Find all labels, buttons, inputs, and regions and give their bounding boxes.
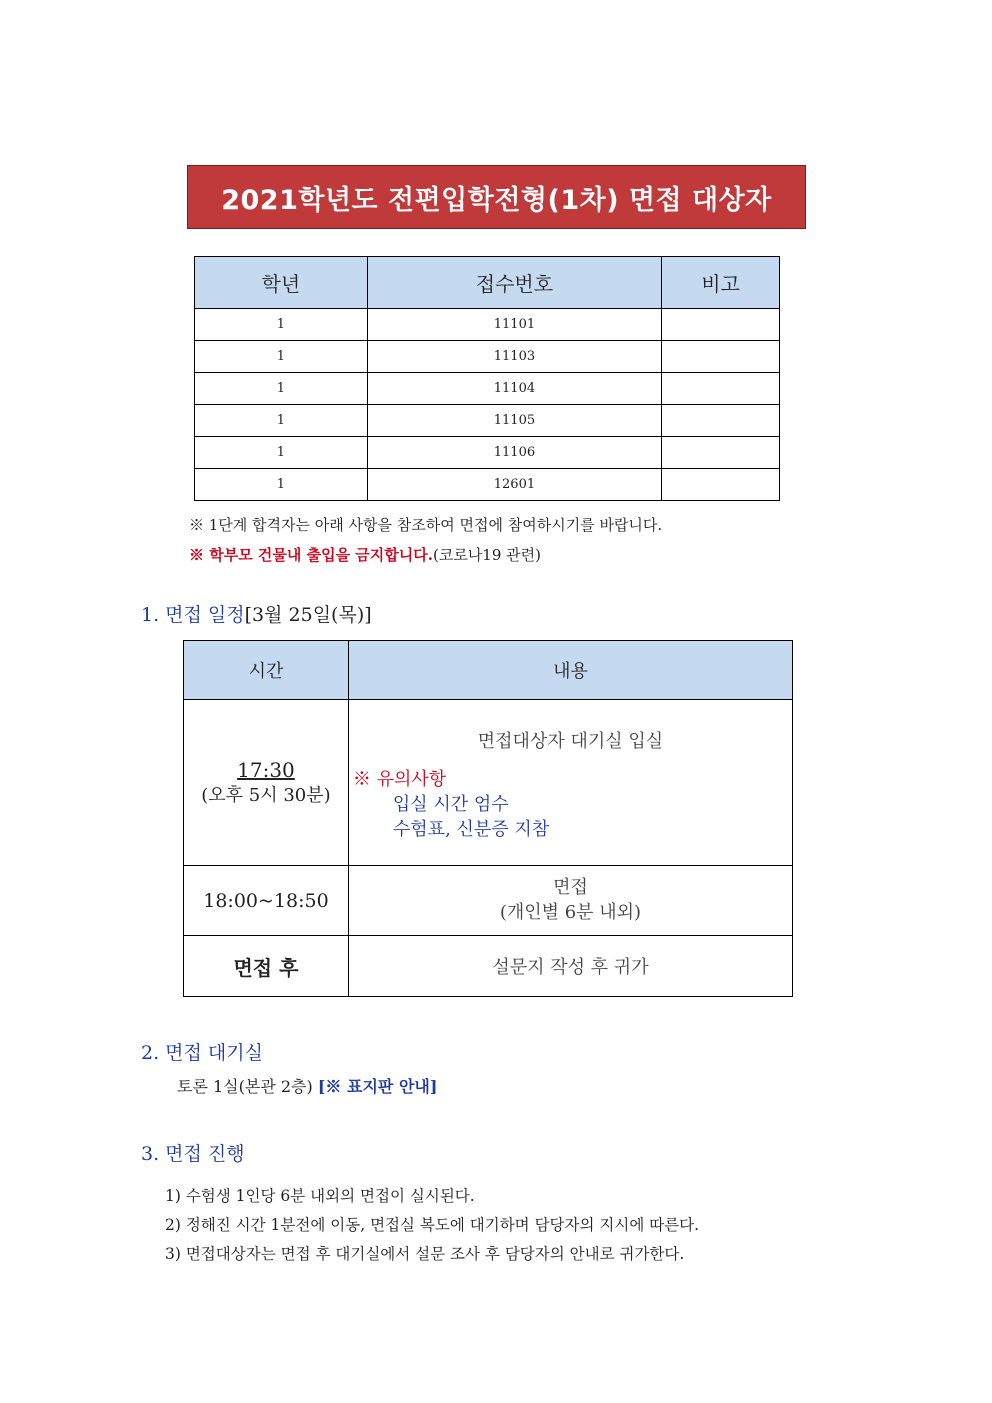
section1-title: 1. 면접 일정 bbox=[141, 604, 245, 626]
cell-receipt-number: 11106 bbox=[367, 437, 661, 469]
time-sub: (오후 5시 30분) bbox=[201, 784, 331, 806]
header-time: 시간 bbox=[184, 641, 349, 700]
header-grade: 학년 bbox=[195, 257, 368, 309]
table-row bbox=[195, 469, 780, 501]
cell-receipt-number: 11104 bbox=[367, 373, 661, 405]
cell-time: 18:00~18:50 bbox=[184, 866, 349, 936]
schedule-row bbox=[184, 936, 793, 997]
header-receipt-number: 접수번호 bbox=[367, 257, 661, 309]
cell-grade: 1 bbox=[195, 309, 368, 341]
cell-receipt-number: 11103 bbox=[367, 341, 661, 373]
warning-suffix: (코로나19 관련) bbox=[432, 546, 541, 564]
caution-item: 수험표, 신분증 지참 bbox=[392, 819, 550, 841]
warning-text: ※ 학부모 건물내 출입을 금지합니다. bbox=[189, 546, 433, 564]
content-sub: (개인별 6분 내외) bbox=[499, 901, 642, 923]
cell-receipt-number: 11105 bbox=[367, 405, 661, 437]
header-content: 내용 bbox=[348, 641, 792, 700]
cell-time: 면접 후 bbox=[184, 936, 349, 997]
table-row bbox=[195, 437, 780, 469]
cell-remarks bbox=[662, 437, 780, 469]
cell-grade: 1 bbox=[195, 373, 368, 405]
cell-grade: 1 bbox=[195, 341, 368, 373]
table-row bbox=[195, 341, 780, 373]
section2-title: 2. 면접 대기실 bbox=[141, 1042, 263, 1064]
waiting-room-note: [※ 표지판 안내] bbox=[317, 1077, 438, 1096]
cell-remarks bbox=[662, 341, 780, 373]
cell-grade: 1 bbox=[195, 469, 368, 501]
cell-grade: 1 bbox=[195, 437, 368, 469]
section3-title: 3. 면접 진행 bbox=[141, 1143, 245, 1165]
notice-line: ※ 1단계 합격자는 아래 사항을 참조하여 면접에 참여하시기를 바랍니다. bbox=[189, 516, 663, 534]
warning-line bbox=[189, 544, 541, 565]
schedule-row bbox=[184, 866, 793, 936]
cell-content bbox=[348, 700, 792, 866]
table-row bbox=[195, 405, 780, 437]
page-title: 2021학년도 전편입학전형(1차) 면접 대상자 bbox=[187, 165, 806, 229]
cell-content bbox=[348, 866, 792, 936]
waiting-room-line bbox=[177, 1074, 437, 1097]
header-remarks: 비고 bbox=[662, 257, 780, 309]
cell-remarks bbox=[662, 309, 780, 341]
cell-remarks bbox=[662, 373, 780, 405]
table-row bbox=[195, 309, 780, 341]
cell-receipt-number: 11101 bbox=[367, 309, 661, 341]
schedule-header-row bbox=[184, 641, 793, 700]
cell-content: 설문지 작성 후 귀가 bbox=[348, 936, 792, 997]
schedule-table bbox=[183, 640, 793, 997]
target-table bbox=[194, 256, 780, 501]
time-main: 17:30 bbox=[237, 757, 295, 782]
caution-item: 입실 시간 엄수 bbox=[392, 793, 509, 815]
cell-time bbox=[184, 700, 349, 866]
waiting-room-text: 토론 1실(본관 2층) bbox=[177, 1077, 313, 1096]
section1-date: [3월 25일(목)] bbox=[244, 604, 372, 626]
list-item: 1) 수험생 1인당 6분 내외의 면접이 실시된다. bbox=[165, 1187, 475, 1205]
content-main: 면접 bbox=[553, 877, 588, 899]
list-item: 2) 정해진 시간 1분전에 이동, 면접실 복도에 대기하며 담당자의 지시에 따른다. bbox=[165, 1216, 700, 1234]
cell-grade: 1 bbox=[195, 405, 368, 437]
schedule-row bbox=[184, 700, 793, 866]
cell-receipt-number: 12601 bbox=[367, 469, 661, 501]
table-row bbox=[195, 373, 780, 405]
cell-remarks bbox=[662, 405, 780, 437]
caution-head: ※ 유의사항 bbox=[352, 768, 447, 790]
section1-heading bbox=[141, 600, 372, 627]
content-main: 면접대상자 대기실 입실 bbox=[477, 730, 664, 752]
table-header-row bbox=[195, 257, 780, 309]
caution-block bbox=[349, 767, 792, 843]
list-item: 3) 면접대상자는 면접 후 대기실에서 설문 조사 후 담당자의 안내로 귀가한다. bbox=[165, 1245, 685, 1263]
cell-remarks bbox=[662, 469, 780, 501]
